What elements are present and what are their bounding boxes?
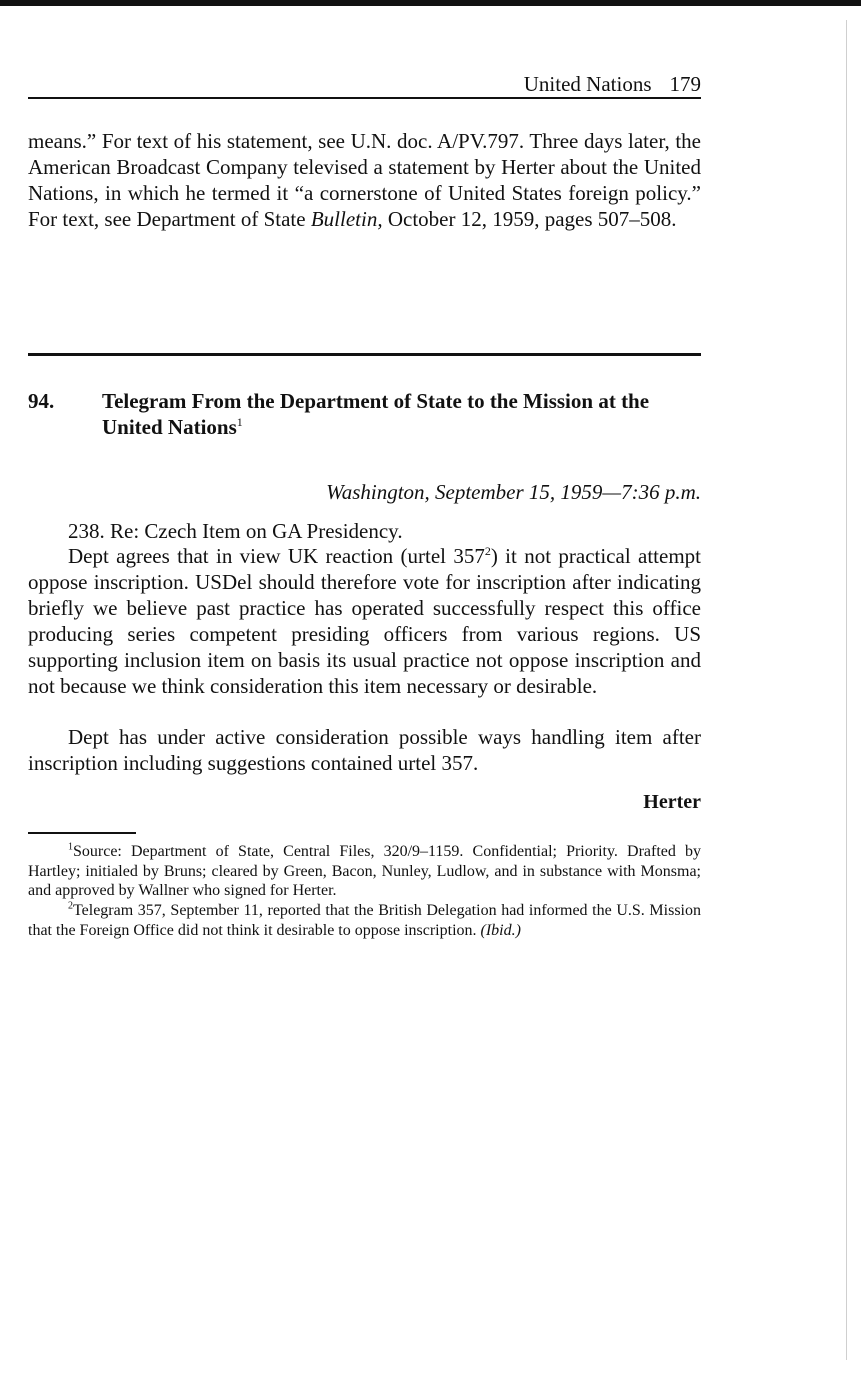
footnote-marker-1: 1 bbox=[68, 841, 73, 853]
footnote-2 bbox=[28, 901, 701, 940]
page-edge-shadow bbox=[846, 20, 847, 1360]
paragraph-1-start: Dept agrees that in view UK reaction (urtel 357 bbox=[68, 544, 485, 568]
header-rule bbox=[28, 97, 701, 99]
page-number: 179 bbox=[669, 72, 701, 96]
telegram-paragraph-2: Dept has under active consideration possible ways handling item after inscription including suggestions contained urtel 357. bbox=[28, 725, 701, 775]
continued-text-end: October 12, 1959, pages 507–508. bbox=[382, 207, 677, 231]
document-number: 94. bbox=[28, 389, 55, 413]
continued-text-start: means.” For text of his statement, see U.N. doc. A/PV.797. Three days later, the American Broadcast Company televised a statement by Herter about the United Nations, in which he termed it “a cornerstone of United States foreign policy.” For text, see Department of State bbox=[28, 129, 701, 231]
telegram-paragraph-1 bbox=[28, 543, 701, 699]
telegram-subject: 238. Re: Czech Item on GA Presidency. bbox=[68, 519, 403, 543]
document-title-text: Telegram From the Department of State to the Mission at the United Nations bbox=[102, 389, 650, 439]
footnote-1-text: Source: Department of State, Central Files, 320/9–1159. Confidential; Priority. Drafted by Hartley; initialed by Bruns; cleared by Green, Bacon, Nunley, Ludlow, and in substance with Monsma; and approved by Wallner who signed for Herter. bbox=[28, 843, 701, 899]
footnote-2-text: Telegram 357, September 11, reported that the British Delegation had informed the U.S. Mission that the Foreign Office did not think it desirable to oppose inscription. bbox=[28, 902, 701, 939]
continued-paragraph bbox=[28, 128, 701, 232]
bulletin-title: Bulletin, bbox=[310, 207, 383, 231]
running-head bbox=[28, 72, 701, 96]
document-separator-rule bbox=[28, 353, 701, 356]
signature: Herter bbox=[643, 791, 701, 813]
footnote-1 bbox=[28, 842, 701, 901]
paragraph-1-end: ) it not practical attempt oppose inscription. USDel should therefore vote for inscription after indicating briefly we believe past practice has operated successfully respect this office producing series competent presiding officers from various regions. US supporting inclusion item on basis its usual practice not oppose inscription and not because we think consideration this item necessary or desirable. bbox=[28, 544, 701, 698]
footnote-ref-2: 2 bbox=[484, 544, 491, 558]
footnote-rule bbox=[28, 832, 136, 834]
footnote-ref-1: 1 bbox=[236, 415, 243, 429]
running-head-section: United Nations bbox=[523, 72, 652, 96]
footnote-2-ibid: (Ibid.) bbox=[480, 921, 521, 939]
top-border bbox=[0, 0, 861, 6]
dateline: Washington, September 15, 1959—7:36 p.m. bbox=[326, 480, 701, 504]
document-title bbox=[102, 388, 701, 440]
footnote-marker-2: 2 bbox=[68, 900, 73, 912]
